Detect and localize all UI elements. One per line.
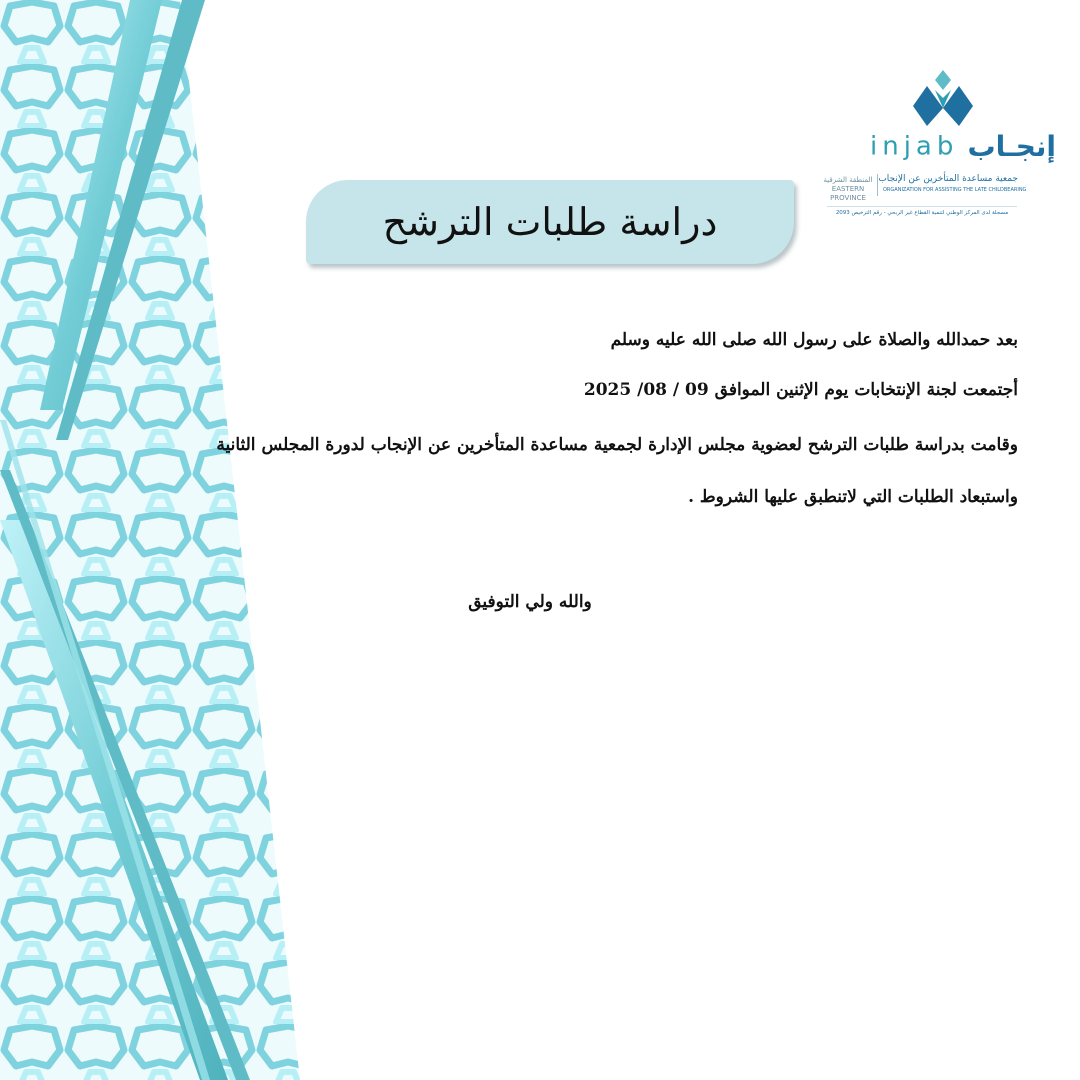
region-en: EASTERN PROVINCE xyxy=(830,185,866,202)
region-ar: المنطقة الشرقية xyxy=(823,176,873,184)
registration-note: مسجلة لدى المركز الوطني لتنمية القطاع غير الربحي - رقم الترخيص 2093 xyxy=(827,206,1017,216)
diamond-mark-icon xyxy=(913,68,973,128)
logo-latin-name: injab xyxy=(870,131,959,162)
closing-line: والله ولي التوفيق xyxy=(468,592,592,612)
logo-arabic-name: إنجـاب xyxy=(967,130,1056,163)
body-line-greeting: بعد حمدالله والصلاة على رسول الله صلى الله عليه وسلم xyxy=(610,330,1018,350)
body-line-exclusion: واستبعاد الطلبات التي لاتنطبق عليها الشروط . xyxy=(688,487,1018,507)
org-name-en: ORGANIZATION FOR ASSISTING THE LATE CHILDBEARING xyxy=(883,187,1027,193)
page-title: دراسة طلبات الترشح xyxy=(382,200,718,244)
logo-wordmark xyxy=(870,130,1056,170)
region-label xyxy=(823,176,873,203)
title-banner xyxy=(306,180,794,264)
body-line-review: وقامت بدراسة طلبات الترشح لعضوية مجلس الإدارة لجمعية مساعدة المتأخرين عن الإنجاب لدورة المجلس الثانية xyxy=(216,435,1018,455)
body-line-meeting-date: أجتمعت لجنة الإنتخابات يوم الإثنين الموافق 09 / 08/ 2025 xyxy=(583,380,1018,400)
org-name-row xyxy=(823,174,1027,202)
injab-logo xyxy=(815,68,1056,218)
org-name-ar: جمعية مساعدة المتأخرين عن الإنجاب xyxy=(878,174,1018,184)
